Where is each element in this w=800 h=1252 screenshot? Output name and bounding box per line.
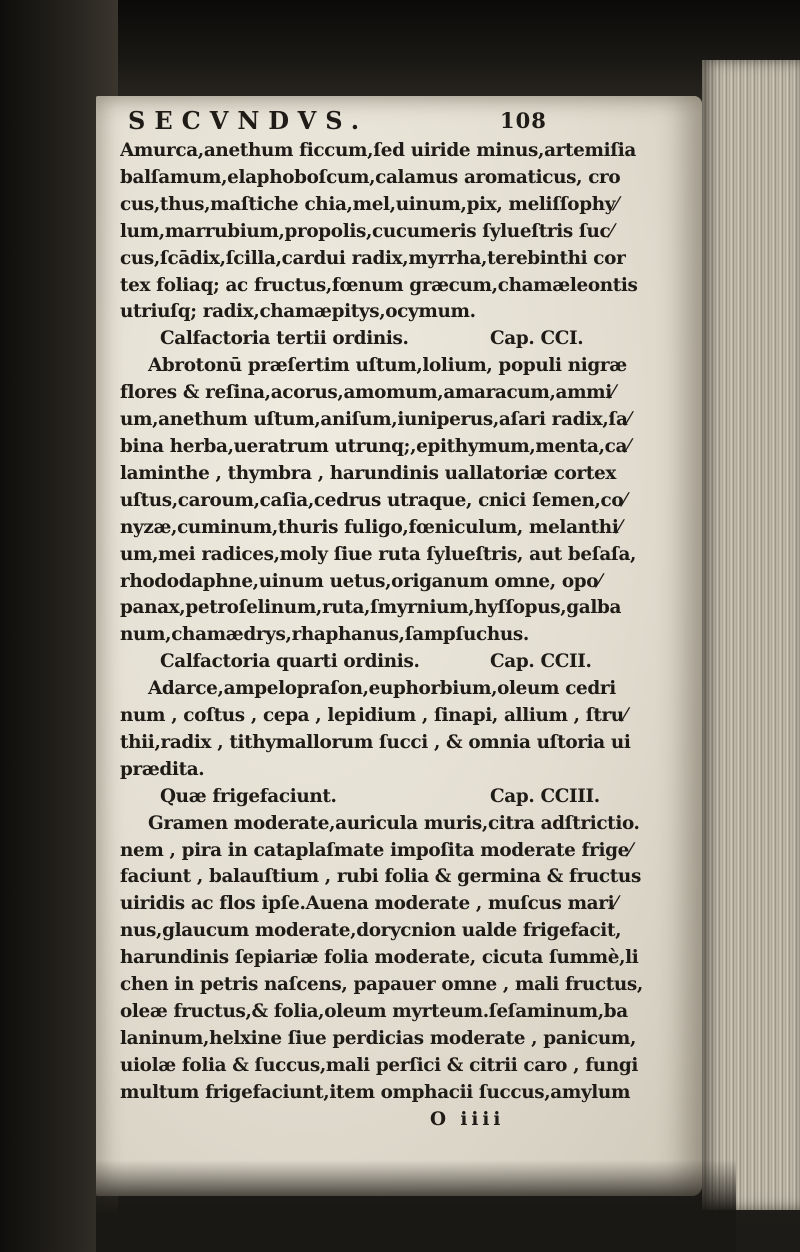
text-line: cus,ſcādix,ſcilla,cardui radix,myrrha,terebinthi cor (120, 247, 626, 269)
section-heading (120, 326, 700, 353)
text-line: utriuſq; radix,chamæpitys,ocymum. (120, 301, 476, 323)
text-line: uſtus,caroum,caſia,cedrus utraque, cnici ſemen,co⁄ (120, 489, 627, 511)
text-line: harundinis ſepiariæ folia moderate, cicuta ſummè,li (120, 947, 639, 969)
text-line: flores & reſina,acorus,amomum,amaracum,ammi⁄ (120, 382, 615, 404)
text-line: tex foliaq; ac fructus,fœnum græcum,chamæleontis (120, 274, 638, 296)
text-line: nem , pira in cataplaſmate impoſita moderate frige⁄ (120, 839, 632, 861)
text-line: nus,glaucum moderate,dorycnion ualde frigefacit, (120, 920, 622, 942)
text-line: um,mei radices,moly ſiue ruta ſylueſtris, aut beſaſa, (120, 543, 637, 565)
text-line: uiolæ folia & ſuccus,mali perſici & citrii caro , fungi (120, 1054, 638, 1076)
text-line: faciunt , balauſtium , rubi folia & germina & fructus (120, 866, 641, 888)
text-line: Gramen moderate,auricula muris,citra adſtrictio. (148, 812, 640, 834)
section-title: Calfactoria tertii ordinis. (160, 328, 409, 350)
text-line: bina herba,ueratrum utrunq;,epithymum,menta,ca⁄ (120, 435, 630, 457)
text-line: Adarce,ampelopraſon,euphorbium,oleum cedri (148, 678, 616, 700)
text-line: thii,radix , tithymallorum ſucci , & omnia uſtoria ui (120, 731, 631, 753)
text-line: uiridis ac flos ipſe.Auena moderate , muſcus mari⁄ (120, 893, 617, 915)
body-text (120, 138, 700, 1134)
text-line: multum frigefaciunt,item omphacii ſuccus,amylum (120, 1081, 631, 1103)
text-line: Amurca,anethum ficcum,ſed uiride minus,artemiſia (120, 140, 636, 161)
text-line: um,anethum uſtum,aniſum,iuniperus,aſari radix,ſa⁄ (120, 409, 631, 431)
text-line: nyzæ,cuminum,thuris fuligo,fœniculum, melanthi⁄ (120, 516, 622, 538)
signature-mark: O iiii (430, 1108, 505, 1130)
text-line: cus,thus,maſtiche chia,mel,uinum,pix, meliſſophy⁄ (120, 193, 618, 215)
text-line: num , coſtus , cepa , lepidium , ſinapi, allium , ſtru⁄ (120, 705, 627, 727)
running-head (128, 106, 688, 138)
text-line: oleæ fructus,& folia,oleum myrteum.ſeſaminum,ba (120, 1001, 628, 1022)
section-heading (120, 784, 700, 811)
chapter-number: Cap. CCII. (490, 651, 592, 673)
text-line: chen in petris naſcens, papauer omne , mali fructus, (120, 974, 643, 996)
chapter-number: Cap. CCIII. (490, 785, 600, 807)
chapter-number: Cap. CCI. (490, 328, 584, 350)
text-line: laninum,helxine ſiue perdicias moderate , panicum, (120, 1027, 637, 1049)
section-title: Calfactoria quarti ordinis. (160, 651, 420, 673)
running-title: SECVNDVS. (128, 106, 369, 135)
text-line: laminthe , thymbra , harundinis uallatoriæ cortex (120, 462, 616, 484)
section-heading (120, 649, 700, 676)
text-line: Abrotonū præſertim uſtum,lolium, populi nigræ (148, 355, 627, 377)
text-line: rhododaphne,uinum uetus,origanum omne, opo⁄ (120, 570, 601, 592)
text-line: panax,petroſelinum,ruta,ſmyrnium,hyſſopus,galba (120, 597, 622, 619)
section-title: Quæ frigefaciunt. (160, 785, 337, 807)
page-number: 108 (500, 108, 547, 133)
text-line: balſamum,elaphoboſcum,calamus aromaticus, cro (120, 166, 621, 188)
page-edges (702, 60, 800, 1210)
text-line: num,chamædrys,rhaphanus,ſampſuchus. (120, 624, 529, 646)
text-line: lum,marrubium,propolis,cucumeris ſylueſtris ſuc⁄ (120, 220, 614, 242)
text-line: prædita. (120, 758, 205, 780)
page-bottom-shadow (96, 1160, 736, 1252)
